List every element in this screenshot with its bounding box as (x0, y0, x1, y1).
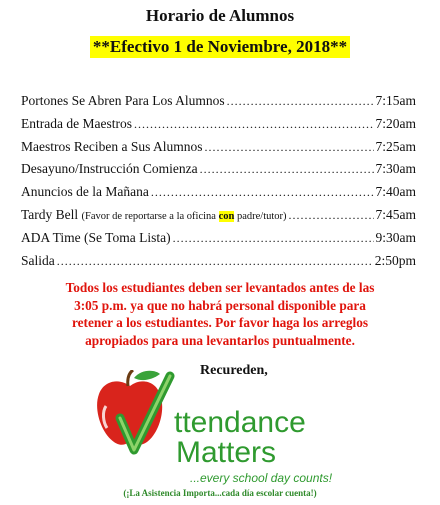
dot-leader (289, 208, 374, 223)
schedule-label (21, 207, 287, 223)
notice-line: apropiados para una levantarlos puntualmente. (85, 332, 355, 348)
schedule-label: Maestros Reciben a Sus Alumnos (21, 138, 203, 154)
footer-tagline: (¡La Asistencia Importa...cada día escolar cuenta!) (123, 488, 317, 498)
pickup-notice (0, 279, 440, 349)
logo-word-matters: Matters (176, 436, 277, 469)
notice-line: retener a los estudiantes. Por favor haga los arreglos (71, 315, 369, 330)
tardy-label: Tardy Bell (21, 206, 79, 222)
dot-leader (151, 185, 374, 200)
schedule-label: Salida (21, 252, 55, 268)
effective-date-wrap (0, 36, 440, 58)
dot-leader (227, 94, 374, 109)
dot-leader (57, 254, 373, 269)
schedule-label: Portones Se Abren Para Los Alumnos (21, 93, 225, 108)
schedule-row (21, 93, 416, 116)
schedule-label: Entrada de Maestros (21, 115, 132, 131)
schedule-label: Desayuno/Instrucción Comienza (21, 161, 198, 177)
schedule-time: 7:15am (375, 93, 416, 108)
dot-leader (134, 117, 374, 132)
schedule-row (21, 116, 416, 139)
reminder-text: Recureden, (200, 363, 268, 378)
schedule-time: 2:50pm (374, 252, 416, 268)
schedule-row (21, 184, 416, 207)
dot-leader (173, 231, 374, 246)
notice-line: 3:05 p.m. ya que no habrá personal disponible para (74, 297, 366, 313)
dot-leader (200, 162, 374, 177)
schedule-time: 7:20am (375, 115, 416, 131)
schedule-time: 9:30am (375, 229, 416, 245)
schedule-row (21, 139, 416, 162)
effective-date: **Efectivo 1 de Noviembre, 2018** (90, 36, 350, 58)
tardy-note-end: padre/tutor) (234, 210, 287, 222)
schedule-time: 7:25am (375, 138, 416, 154)
logo-word-attendance: ttendance (174, 406, 306, 439)
schedule-label: Anuncios de la Mañana (21, 184, 149, 200)
schedule-row (21, 161, 416, 184)
apple-check-icon (97, 370, 170, 450)
schedule-row (21, 230, 416, 253)
schedule-time: 7:40am (375, 184, 416, 200)
dot-leader (205, 140, 374, 155)
tardy-note-start: (Favor de reportarse a la oficina (81, 210, 219, 222)
page-title: Horario de Alumnos (145, 6, 295, 25)
schedule-row (21, 253, 416, 276)
tardy-note (82, 211, 287, 222)
notice-line: Todos los estudiantes deben ser levantados antes de las (65, 280, 375, 295)
schedule-time: 7:30am (375, 161, 416, 177)
schedule-label: ADA Time (Se Toma Lista) (21, 229, 171, 245)
attendance-matters-logo (90, 370, 360, 488)
schedule-time: 7:45am (375, 206, 416, 222)
schedule-row (21, 207, 416, 230)
logo-tagline: ...every school day counts! (190, 471, 333, 485)
tardy-note-highlight: con (218, 210, 235, 222)
schedule-list (21, 93, 416, 275)
